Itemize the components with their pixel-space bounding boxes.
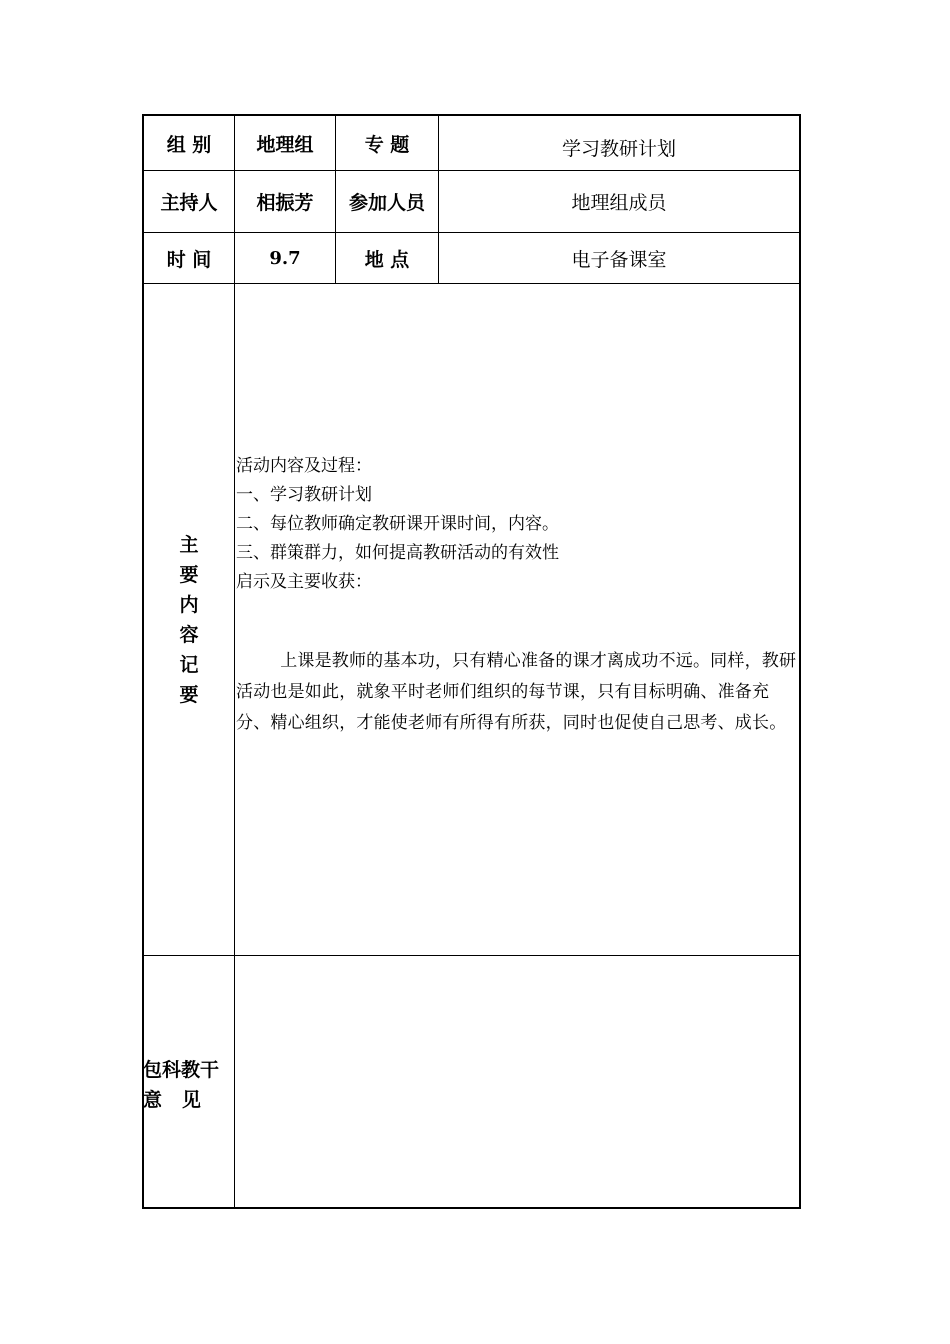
activity-heading: 活动内容及过程： [236,456,372,476]
activity-item: 三、群策群力，如何提高教研活动的有效性 [236,543,559,563]
activity-item: 二、每位教师确定教研课开课时间，内容。 [236,514,559,534]
label-participants: 参加人员 [348,192,425,214]
label-host: 主持人 [160,192,218,214]
main-label-char: 记 [179,653,199,676]
time-value: 9.7 [269,247,301,269]
host-value: 相振芳 [256,192,314,214]
label-group: 组 别 [166,133,212,156]
main-label-char: 内 [179,593,199,616]
opinion-label [143,1055,233,1115]
grid-hline [142,955,801,956]
activity-item: 一、学习教研计划 [236,485,372,505]
topic-value: 学习教研计划 [561,137,676,160]
main-label-char: 主 [179,533,199,556]
group-value: 地理组 [256,133,314,156]
label-time: 时 间 [166,248,212,271]
main-content-text [236,452,798,739]
gains-heading: 启示及主要收获： [236,572,372,592]
gains-paragraph: 上课是教师的基本功，只有精心准备的课才离成功不远。同样，教研活动也是如此，就象平时老师们组织的每节课，只有目标明确、准备充分、精心组织，才能使老师有所得有所获，同时也促使自己思考、成长。 [236,651,797,733]
label-place: 地 点 [364,248,410,271]
grid-hline [142,283,801,284]
opinion-label-line1: 包科教干 [143,1059,220,1081]
main-label-char: 容 [179,623,199,646]
opinion-label-line2: 意 见 [143,1089,201,1111]
main-label-char: 要 [179,563,199,586]
main-content-label [144,284,234,955]
label-topic: 专 题 [364,133,410,156]
main-label-char: 要 [179,683,199,706]
place-value: 电子备课室 [571,248,667,271]
participants-value: 地理组成员 [571,192,667,214]
